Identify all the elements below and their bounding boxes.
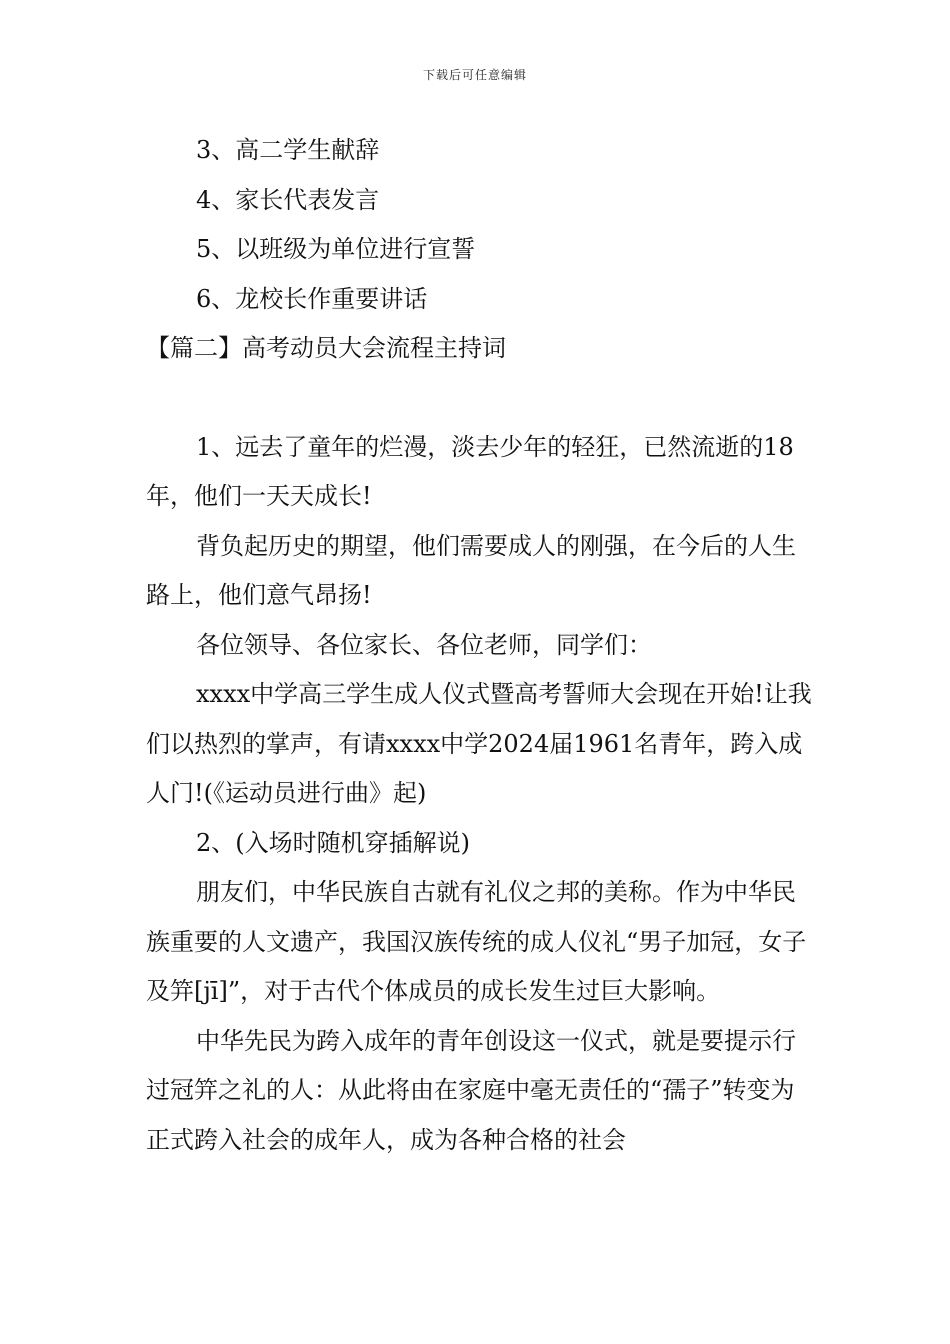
blank-line [146, 374, 814, 423]
paragraph: 各位领导、各位家长、各位老师，同学们： [196, 630, 652, 659]
paragraph: 2、(入场时随机穿插解说) [196, 828, 470, 857]
list-item: 3、高二学生献辞 [196, 136, 380, 164]
page-header-note: 下载后可任意编辑 [422, 68, 527, 82]
paragraph: 朋友们，中华民族自古就有礼仪之邦的美称。作为中华民族重要的人文遗产，我国汉族传统的成人仪礼“男子加冠，女子及笄[jī]”，对于古代个体成员的成长发生过巨大影响。 [146, 878, 807, 1005]
section-heading: 【篇二】高考动员大会流程主持词 [146, 334, 506, 362]
document-body [146, 126, 814, 1165]
list-item: 6、龙校长作重要讲话 [196, 284, 428, 313]
paragraph: 背负起历史的期望，他们需要成人的刚强，在今后的人生路上，他们意气昂扬! [146, 531, 796, 609]
paragraph: xxxx中学高三学生成人仪式暨高考誓师大会现在开始!让我们以热烈的掌声，有请xxxx中学2024届1961名青年，跨入成人门!(《运动员进行曲》起) [146, 680, 812, 807]
list-item: 4、家长代表发言 [196, 185, 380, 214]
paragraph: 1、远去了童年的烂漫，淡去少年的轻狂，已然流逝的18年，他们一天天成长! [146, 432, 794, 510]
list-item: 5、以班级为单位进行宣誓 [196, 235, 476, 263]
paragraph: 中华先民为跨入成年的青年创设这一仪式，就是要提示行过冠笄之礼的人：从此将由在家庭中毫无责任的“孺子”转变为正式跨入社会的成年人，成为各种合格的社会 [146, 1026, 796, 1154]
